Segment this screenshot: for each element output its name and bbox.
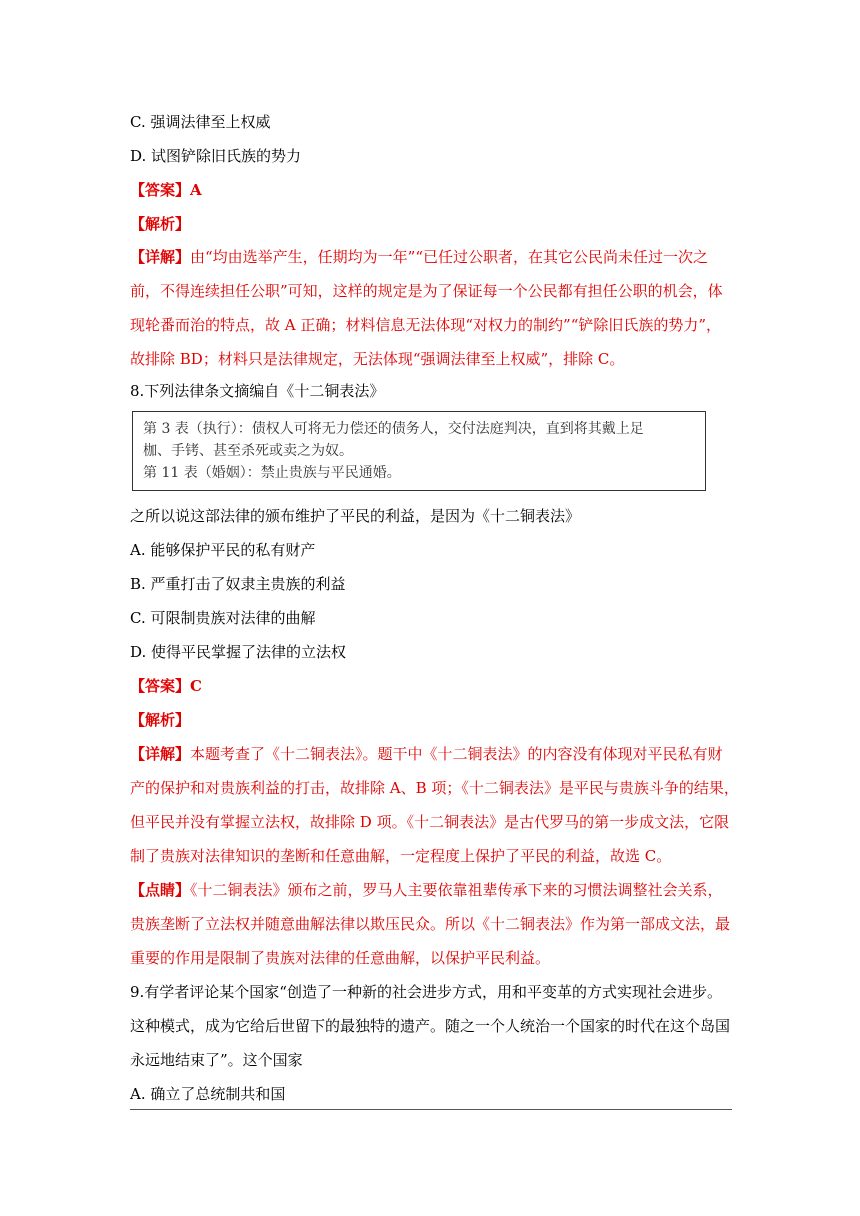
q7-answer <box>130 180 734 200</box>
q7-detail-line-4: 故排除 BD；材料只是法律规定，无法体现“强调法律至上权威”，排除 C。 <box>130 350 625 368</box>
material-line-1: 第 3 表（执行）：债权人可将无力偿还的债务人，交付法庭判决，直到将其戴上足 <box>143 421 644 437</box>
q9-stem-line-1: 9.有学者评论某个国家“创造了一种新的社会进步方式，用和平变革的方式实现社会进步。 <box>130 983 722 1001</box>
q8-detail-line-1 <box>130 744 734 764</box>
q8-point-line-2: 贵族垄断了立法权并随意曲解法律以欺压民众。所以《十二铜表法》作为第一部成文法，最 <box>130 915 731 933</box>
q7-analysis-label: 【解析】 <box>130 215 191 233</box>
point-label: 【点睛】 <box>130 881 191 899</box>
q8-detail-line-4: 制了贵族对法律知识的垄断和任意曲解，一定程度上保护了平民的利益，故选 C。 <box>130 847 672 865</box>
q8-analysis-label: 【解析】 <box>130 711 191 729</box>
q8-material-box <box>132 411 706 491</box>
answer-label: 【答案】 <box>130 181 191 199</box>
detail-text: 本题考查了《十二铜表法》。题干中《十二铜表法》的内容没有体现对平民私有财 <box>190 745 723 763</box>
q7-option-c: C. 强调法律至上权威 <box>130 113 271 131</box>
q8-option-a: A. 能够保护平民的私有财产 <box>130 541 316 559</box>
q7-option-d: D. 试图铲除旧氏族的势力 <box>130 147 302 165</box>
q8-option-d: D. 使得平民掌握了法律的立法权 <box>130 643 347 661</box>
answer-label: 【答案】 <box>130 677 191 695</box>
answer-value: A <box>190 181 202 199</box>
detail-label: 【详解】 <box>130 248 191 266</box>
detail-label: 【详解】 <box>130 745 191 763</box>
q7-detail-line-2: 前，不得连续担任公职”可知，这样的规定是为了保证每一个公民都有担任公职的机会，体 <box>130 282 723 300</box>
q8-question: 之所以说这部法律的颁布维护了平民的利益，是因为《十二铜表法》 <box>130 507 581 525</box>
q8-option-b: B. 严重打击了奴隶主贵族的利益 <box>130 575 346 593</box>
q8-answer <box>130 676 734 696</box>
material-line-3: 第 11 表（婚姻）：禁止贵族与平民通婚。 <box>143 465 401 481</box>
material-line-2: 枷、手铐、甚至杀死或卖之为奴。 <box>143 443 353 459</box>
point-text: 《十二铜表法》颁布之前，罗马人主要依靠祖辈传承下来的习惯法调整社会关系， <box>190 881 723 899</box>
q8-point-line-3: 重要的作用是限制了贵族对法律的任意曲解，以保护平民利益。 <box>130 949 551 967</box>
q8-stem: 8.下列法律条文摘编自《十二铜表法》 <box>130 382 385 400</box>
detail-text: 由“均由选举产生，任期均为一年”“已任过公职者，在其它公民尚未任过一次之 <box>190 248 709 266</box>
q7-detail-line-3: 现轮番而治的特点，故 A 正确；材料信息无法体现“对权力的制约”“铲除旧氏族的势力”， <box>130 316 722 334</box>
q9-option-a: A. 确立了总统制共和国 <box>130 1085 286 1103</box>
q9-stem-line-2: 这种模式，成为它给后世留下的最独特的遗产。随之一个人统治一个国家的时代在这个岛国 <box>130 1017 731 1035</box>
q8-detail-line-3: 但平民并没有掌握立法权，故排除 D 项。《十二铜表法》是古代罗马的第一步成文法，它限 <box>130 813 730 831</box>
footer-divider <box>130 1109 732 1110</box>
q8-detail-line-2: 产的保护和对贵族利益的打击，故排除 A、B 项；《十二铜表法》是平民与贵族斗争的结果， <box>130 779 739 797</box>
q7-detail-line-1 <box>130 247 734 267</box>
q8-option-c: C. 可限制贵族对法律的曲解 <box>130 609 316 627</box>
q9-stem-line-3: 永远地结束了”。这个国家 <box>130 1051 303 1069</box>
q8-point-line-1 <box>130 880 734 900</box>
answer-value: C <box>190 677 202 695</box>
